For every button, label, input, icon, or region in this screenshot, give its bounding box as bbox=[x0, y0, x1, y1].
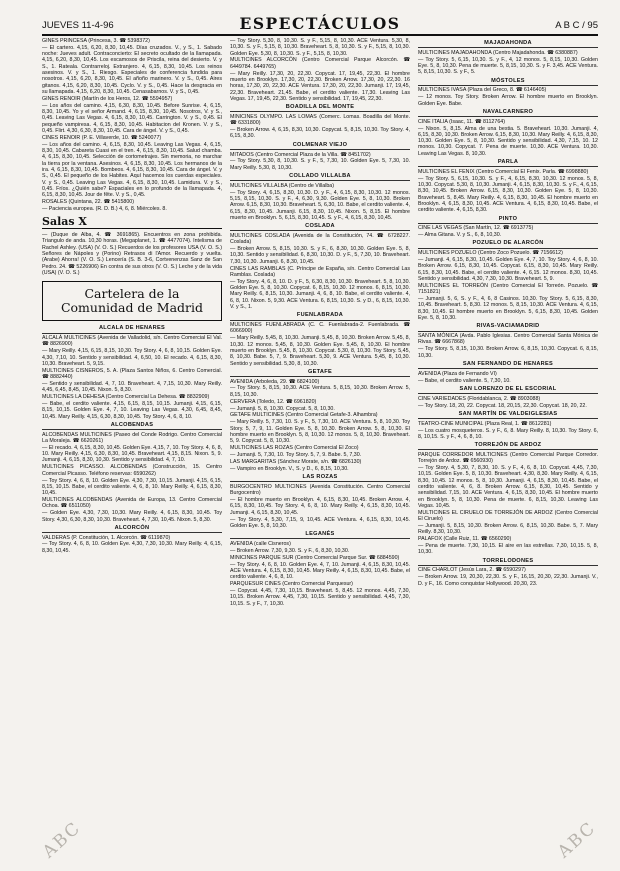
town-heading: COLMENAR VIEJO bbox=[230, 142, 410, 150]
listing-entry: CINE VARIEDADES (Floridablanca, 2. ☎ 8903088) bbox=[418, 395, 541, 402]
listing-entry: ALCOBENDAS MULTICINES (Paseo del Conde Rodrigo. Centro Comercial La Moraleja. ☎ 6620261) bbox=[42, 431, 222, 444]
town-heading: COSLADA bbox=[230, 223, 410, 231]
listing-entry: PARQUESUR CINES (Centro Comercial Parquesur) bbox=[230, 581, 353, 588]
listing-entry: — Alma Gitana. V. y S., 6, 8, 10,30. bbox=[418, 232, 502, 239]
listing-entry: CINE ITALIA (Isaac, 11. ☎ 8112764) bbox=[418, 118, 505, 125]
town-heading: COLLADO VILLALBA bbox=[230, 173, 410, 181]
listing-entry: — Los cuatro mosqueteros. S. y F., 6, 8. Mary Reilly. 8, 10,30. Toy Story. 6, 8, 10,15. S. y F., 4, 6, 8, 10. bbox=[418, 427, 598, 440]
town-heading: SAN LORENZO DE EL ESCORIAL bbox=[418, 386, 598, 394]
listing-entry: — Toy Story. 5, 6,15, 10,30. S. y F., 4, 6,15, 8,30, 10,30. 12 monos. 5, 8, 10,30. Copycat. 5,30, 8, 10,30. Jumanji. 4, 6,15, 8,30, 10,30. S. y F., 4, 6,15, 8,30, 10,45. Broken Arrow. 6,15, 8,30, 10,30. Golden Eye. 5, 8, 10,30. Braveheart. 5, 8,45. Mary Reilly. 4, 6,15, 8,30, 10,45. El hombre muerto en Brooklyn. 4, 6,15, 8,30, 10,45. ACE Ventura. 4, 6,15, 8,30, 10,45. Babe, el cerdito valiente. 4, 6,15, 8,30. bbox=[418, 175, 598, 214]
page-header bbox=[42, 8, 598, 36]
listing-entry: — (Duque de Alba, 4. ☎ 3691865). Encuentros en zona prohibida. Triangulo de anda. 10,30 horas. (Megaplanet, 1. ☎ 4477074). Intelisma de Rachel Ashley. (USA) (V. O. S.) Recuerdos de los profesores USA (V. O. S.) Señores de Nápoles y (Porino) Retrasos di l'Amor. Recuerdo y vuelta. (Arabe) Ahorra! (V. O. S.) Lencería (S. B. 3-6, Cortvenenzas Sanz de San Pedro. 24. ☎ 5226906) En contra de sus otros (V. O. S.) Leche y de la vida (USA) (V. O. S.) bbox=[42, 232, 222, 276]
cartelera-title-line-2: Comunidad de Madrid bbox=[60, 300, 204, 316]
listing-entry: — Toy Story. 5,30, 8, 10,30. S. y F., 5, 7,30, 10. Golden Eye. 5, 7,30, 10. Mary Reilly. 5,30, 8, 10,30. bbox=[230, 158, 410, 171]
column-1 bbox=[42, 38, 222, 859]
listing-entry: — Broken Arrow. 19, 20,30, 22,30. S. y F., 16,15, 20,30, 22,30. Jumanji. V., D. y F., 16. Como conquistar Hollywood. 20,30, 23. bbox=[418, 574, 598, 587]
listing-entry: MINICINES PARQUE SUR (Centro Comercial Parque Sur. ☎ 6884590) bbox=[230, 554, 400, 561]
listing-entry: MULTICINES ALCOBENDAS (Avenida de Europa, 13. Centro Comercial Ochoa. ☎ 6511050) bbox=[42, 497, 222, 510]
town-heading: TORRELODONES bbox=[418, 558, 598, 566]
listing-entry: ALCALÁ MULTICINES (Avenida de Valladolid, s/n. Centro Comercial El Val. ☎ 8826900) bbox=[42, 335, 222, 348]
town-heading: ALCALA DE HENARES bbox=[42, 325, 222, 333]
section-title: ESPECTÁCULOS bbox=[239, 14, 401, 33]
listing-entry: MULTICINES EL CIRUELO DE TORREJÓN DE ARDOZ (Centro Comercial El Ciruelo) bbox=[418, 509, 598, 523]
listing-entry: — Toy Story. 4, 6, 8, 10. D. y F., 5, 6,30, 8,30, 10,30. Braveheart. 5, 8, 10,30. Golden Eye. 5, 8, 10,30. Copycat. 6, 8,15, 10,30. 12 monos. 6, 8,15, 10,30. Mary Reilly. 6, 8,15, 10,30. Jumanji. 4, 6, 8, 10. Babe, el cerdito valiente. 4, 6, 8, 10. Nixon. 5, 9,30. ACE Ventura. 6, 8,15, 10,30. S. y D., 6, 8,15, 10,30. V. y S., 1. bbox=[230, 278, 410, 311]
listing-entry: GINES RENOIR (Martín de los Heros, 12. ☎ 5594957) bbox=[42, 95, 173, 102]
listing-entry: — Paciencia europea. (R. D. B.) 4, 6, 8. Miércoles. 8. bbox=[42, 205, 167, 212]
listing-entry: — Copycat. 4,45, 7,30, 10,15. Braveheart. 5, 8,45. 12 monos. 4,45, 7,30, 10,15. Broken Arrow. 4,45, 7,30, 10,15. Sentido y sensibilidad. 4,45, 7,30, 10,15. S. y F., 7, 10,30. bbox=[230, 588, 410, 607]
header-page-number: A B C / 95 bbox=[555, 20, 598, 31]
listing-entry: AVENIDA (Arboleda, 29. ☎ 6824100) bbox=[230, 378, 320, 385]
town-heading: BOADILLA DEL MONTE bbox=[230, 104, 410, 112]
listing-entry: LAS MARGARITAS (Sánchez Morate, s/n. ☎ 6826130) bbox=[230, 458, 362, 465]
town-heading: PINTO bbox=[418, 216, 598, 224]
listing-entry: — Mary Reilly. 5, 7,30, 10. S. y F., 5, 7,30, 10. ACE Ventura. 5, 8, 10,30. Toy Story. 5, 7, 9, 11. Golden Eye. 5, 8, 10,30. Broken Arrow. 5, 8, 10,30. El hombre muerto en Brooklyn. 5, 8, 10,30. 12 monos. 5, 8, 10,30. Braveheart. 5, 9. Copycat. 5, 8, 10,30. bbox=[230, 419, 410, 445]
listing-entry: — Nixon. 5, 8,15. Alma de una bestia. 5. Braveheart. 10,30. Jumanji. 4, 6,15, 8,30, 10,30. Broken Arrow. 6,15, 8,30, 10,30. Mary Reilly. 4, 6,15, 8,30, 10,30. Golden Eye. 5, 8, 10,30. Sentido y sensibilidad. 4,30, 7,15, 10. 12 monos. 10,30. Copycat. 7. Pena de muerte. 10,30. ACE Ventura. 10,30. Leaving Las Vegas. 8, 10,30. bbox=[418, 125, 598, 157]
listing-entry: — Toy Story. 4, 6,15, 8,30, 10,30. D. y F., 4, 6,15, 8,30, 10,30. 12 monos. 5,15, 8,15, 10,30. S. y F., 4, 6,30, 9,30. Golden Eye. 5, 8, 10,30. Broken Arrow. 6,15, 8,30, 10,30. Braveheart. 5, 6,30, 10. Babe, el cerdito valiente. 4, 6,15, 8,30, 10,45. Jumanji. 6,15, 8,30, 10,45. Nixon. 5, 8,15. El hombre muerto en Brooklyn. 5, 6,15, 8,30, 10,45. S. y F., 4, 6,15, 8,30, 10,45. bbox=[230, 189, 410, 221]
listing-entry: GETAFE MULTICINES (Centro Comercial Getafe-3. Alhambra) bbox=[230, 412, 378, 419]
listing-entry: — Mary Reilly. 4,15, 6,15, 8,15, 10,30. Toy Story. 4, 6, 8, 10,15. Golden Eye. 4,30, 7,10, 10. Sentido y sensibilidad. 4, 6,50, 10. El recado. 4, 6,15, 8,30, 10,30. Braveheart. 5, 9,15. bbox=[42, 348, 222, 367]
listing-entry: — Toy Story. 5,30, 8, 10,30. S. y F., 5,15, 8, 10,30. ACE Ventura. 5,30, 8, 10,30. S. y F., 5,15, 8, 10,30. Braveheart. 5, 8, 10,30. S. y F., 5,15, 8, 10,30. Golden Eye. 5,30, 8, 10,30. S. y F., 5,15, 8, 10,30. bbox=[230, 38, 410, 57]
town-heading: SAN FERNANDO DE HENARES bbox=[418, 361, 598, 369]
listing-entry: — Broken Arrow. 4, 6,15, 8,30, 10,30. Copycat. 5, 8,15, 10,30. Toy Story. 4, 6,15, 8,30. bbox=[230, 127, 410, 140]
listing-entry: — Los años del camino. 4,15, 6,30, 8,30, 10,45. Before Sunrise. 4, 6,15, 8,30, 10,45. Yo y el señor Armand. 4, 6,15, 8,30, 10,45. Nosotros, V. y S., 0,45. Leaving Las Vegas. 4, 6,15, 8,30, 10,45. Carrington. V. y S., 0,45. El pequeño vampiresa. 4, 6,15, 8,30, 10,45. Habitacion del Kronen. V. y S., 0,45. Flirt. 4,30, 6,30, 8,30, 10,45. Cara de ángel. V. y S., 0,45. bbox=[42, 102, 222, 134]
listing-entry: AVENIDA (calle Cisneros) bbox=[230, 540, 291, 547]
town-heading: POZUELO DE ALARCÓN bbox=[418, 240, 598, 248]
listing-entry: MULTICINES ALCORCÓN (Centro Comercial Parque Alcorcón. ☎ 6449784. 6449765) bbox=[230, 57, 410, 70]
listing-entry: — Broken Arrow. 7,30, 9,30. S. y F., 6, 8,30, 10,30. bbox=[230, 547, 350, 554]
listing-entry: CERVERA (Toledo, 12. ☎ 6961820) bbox=[230, 398, 317, 405]
town-heading: ALCOBENDAS bbox=[42, 422, 222, 430]
listing-entry: — Toy Story. 5, 8,15, 10,30. ACE Ventura. 5, 8,15, 10,30. Broken Arrow. 5, 8,15, 10,30. bbox=[230, 385, 410, 398]
listing-entry: MULTICINES CISNEROS, 5. A. (Plaza Santos Niños, 6. Centro Comercial. ☎ 8882440) bbox=[42, 367, 222, 381]
listing-entry: PALAFOX (Calle Ruiz, 11. ☎ 6560290) bbox=[418, 536, 512, 543]
listing-entry: MULTICINES PICASSO. ALCOBENDAS (Construcción, 15. Centro Comercial Picasso. Teléfono reservas: 6590262) bbox=[42, 464, 222, 477]
listing-entry: — Toy Story. 18, 20, 22. Copycat. 18, 20,15, 22,30. Copycat. 18, 20, 22. bbox=[418, 402, 587, 409]
town-heading: PARLA bbox=[418, 159, 598, 167]
listing-entry: — Jumanji. 5, 8,15, 10,30. Broken Arrow. 6, 8,15, 10,30. Babe. 5, 7. Mary Reilly. 8,30, 10,30. bbox=[418, 523, 598, 536]
listing-entry: — El hombre muerto en Brooklyn. 4, 6,15, 8,30, 10,45. Broken Arrow. 4, 6,15, 8,30, 10,45. Toy Story. 4, 6, 8, 10. Mary Reilly. 4, 6,15, 8,30, 10,45. Jumanji. 4, 6,15, 8,30, 10,45. bbox=[230, 497, 410, 516]
town-heading: LEGANÉS bbox=[230, 531, 410, 539]
town-heading: SAN MARTÍN DE VALDEIGLESIAS bbox=[418, 411, 598, 419]
listing-entry: MULTICINES COSLADA (Avenida de la Constitución, 74. ☎ 6728227. Coslada) bbox=[230, 232, 410, 246]
listing-entry: — Toy Story. 4, 6, 8, 10. Golden Eye. 4,30, 7,30, 10,15. Jumanji. 4,15, 6,15, 8,15, 10,15. Babe, el cerdito valiente. 4, 6, 8, 10. Mary Reilly. 4, 6,15, 8,30, 10,45. bbox=[42, 477, 222, 497]
listing-entry: PARQUE CORREDOR MULTICINES (Centro Comercial Parque Corredor. Torrejón de Ardoz. ☎ 6560930) bbox=[418, 451, 598, 465]
listing-entry: ROSALES (Quintana, 22. ☎ 5415800) bbox=[42, 198, 134, 205]
listing-entry: — Los años del camino. 4, 6,15, 8,30, 10,45. Leaving Las Vegas. 4, 6,15, 8,30, 10,45. Cabareta Cuasi en el tren. 4, 6,15, 8,30, 10,45. Salud chamba. 4, 6,15, 8,30, 10,45. Selección de cortometrajes. Sin memoria, no marchar la tierra por la ventana. Asesinos. 4, 6,15, 8,30, 10,45. Los hermanos de la ira. 4, 6,15, 8,30, 10,45. Bombeos. 4, 6,15, 8,30, 10,45. Cara de ángel. V. y S., 0,45. El pequeño de los Habites. Aquí hacemos los cuerdas especiales. V. y S., 0,45. Leaving Las Vegas. 4, 6,15, 8,30, 10,45. Lamidura. V. y S., 0,45. Fríos. ¿Quién sabe? Espaciales en lo profundo de la llamapada. 4, 6,15, 8,30, 10,45. Jour de fête. V. y S., 0,45. bbox=[42, 141, 222, 199]
town-heading: TORREJÓN DE ARDOZ bbox=[418, 442, 598, 450]
listing-entry: — Toy Story. 4, 6, 8, 10. Golden Eye. 4,30, 7,30, 10,30. Mary Reilly. 4, 6,15, 8,30, 10,45. bbox=[42, 541, 222, 554]
town-heading: LAS ROZAS bbox=[230, 474, 410, 482]
town-heading: MÓSTOLES bbox=[418, 78, 598, 86]
listing-entry: MULTICINES EL TORREÓN (Centro Comercial El Torreón. Pozuelo. ☎ 7151821) bbox=[418, 282, 598, 296]
listing-entry: — Babe, el cerdito valiente. 5, 7,30, 10. bbox=[418, 377, 511, 384]
listings-columns bbox=[42, 38, 598, 859]
listing-entry: SANTA MÓNICA (Avda. Pablo Iglesias. Centro Comercial Santa Mónica de Rivas. ☎ 6667868) bbox=[418, 333, 598, 346]
listing-entry: — Pena de muerte. 7,30, 10,15. El aire en las estrellas. 7,30, 10,15. 5, 8, 10,30. bbox=[418, 543, 598, 556]
listing-entry: — Toy Story. 4, 5,30, 7, 8,30, 10. S. y F., 4, 6, 8, 10. Copycat. 4,45, 7,30, 10,15. Golden Eye. 5, 8, 10,30. Braveheart. 4,30, 8,30. Mary Reilly. 4, 6,15, 8,30, 10,45. 12 monos. 5, 8, 10,30. Jumanji. 4, 6,15, 8,30, 10,45. Babe, el cerdito valiente. 4, 6, 8. Broken Arrow. 6,15, 8,30, 10,45. Sentido y sensibilidad. 7,15, 10. ACE Ventura. 4, 6,15, 8,30, 10,45. El hombre muerto en Brooklyn. 5, 8, 10,30. Pena de muerte. 6, 8,15, 10,30. Leaving Las Vegas. 10,45. bbox=[418, 465, 598, 509]
listing-entry: MULTICINES EL FENIX (Centro Comercial El Fenix. Parla. ☎ 6998880) bbox=[418, 168, 589, 175]
watermark-logo: ABC bbox=[38, 817, 86, 863]
listing-entry: MINICINES OLYMPO. LAS LOMAS (Comerc. Lomas. Boadilla del Monte. ☎ 6331800) bbox=[230, 113, 410, 127]
town-heading: ALCORCÓN bbox=[42, 525, 222, 533]
listing-entry: — Babe, el cerdito valiente. 4,15, 6,15, 8,15, 10,15. Jumanji. 4,15, 6,15, 8,15, 10,15. Golden Eye. 4, 7, 10. Leaving Las Vegas. 4,30, 6,45, 8,45, 10,45. Mary Reilly. 4,15, 6,30, 8,30, 10,45. Toy Story. 4, 6, 8, 10. bbox=[42, 400, 222, 420]
listing-entry: MULTICINES VILLALBA (Centro de Villalba) bbox=[230, 182, 335, 189]
listing-entry: MULTICINES IVASA (Plaza del Greco, 8. ☎ 6146405) bbox=[418, 87, 547, 94]
town-heading: MAJADAHONDA bbox=[418, 40, 598, 48]
listing-entry: — Broken Arrow. 5, 8,15, 10,30. S. y F., 6, 8,30, 10,30. Golden Eye. 5, 8, 10,30. Sentido y sensibilidad. 6, 8,30, 10,30. D. y F., 5, 7,30, 10. Braveheart. 7,30, 10,30. Jumanji. 6, 8,30, 10,45. bbox=[230, 246, 410, 265]
listing-entry: MULTICINES FUENLABRADA (C. C. Fuenlabrada-2. Fuenlabrada. ☎ 6066900) bbox=[230, 322, 410, 335]
listing-entry: — Jumanji. 5, 6, S. y F., 4, 6, 8 Casinos. 10,30. Toy Story. 5, 6,15, 8,30, 10,45. Braveheart. 5, 8,30. 12 monos. 5, 8,15, 10,30. ACE Ventura. 4, 6,15, 8,30, 10,45. El hombre muerto en Brooklyn. 5, 6,15, 8,30, 10,45. Golden Eye. 5, 8, 10,30. bbox=[418, 296, 598, 322]
listing-entry: VALDERAS (P. Constitución, 1. Alcorcón. ☎ 6119870) bbox=[42, 534, 171, 541]
listing-entry: — Sentido y sensibilidad. 4, 7, 10. Braveheart. 4, 7,15, 10,30. Mary Reilly. 4,45, 6,45, 8,45, 10,45. Nixon. 5, 8,30. bbox=[42, 380, 222, 394]
listing-entry: — Toy Story. 5, 6,15, 10,30. S. y F., 4, 12 monos. 5, 8,15, 10,30. Golden Eye. 5, 8, 10,30. Pena de muerte. 5, 8,15, 10,30. S. y F. 3,45. ACE Ventura. 5, 8,15, 10,30. S. y F., 5. bbox=[418, 56, 598, 76]
listing-entry: MULTICINES LAS ROZAS (Centro Comercial El Zoco) bbox=[230, 445, 359, 452]
listing-entry: — Toy Story. 5, 8,15, 10,30. Broken Arrow. 6, 8,15, 10,30. Copycat. 6, 8,15, 10,30. bbox=[418, 346, 598, 359]
listing-entry: CINES LAS RAMBLAS (C. Príncipe de España, s/n. Centro Comercial Las Ramblas. Coslada) bbox=[230, 265, 410, 278]
town-heading: FUENLABRADA bbox=[230, 312, 410, 320]
listing-entry: CINES RENOIR (P. E. Villaverde, 10. ☎ 5240077) bbox=[42, 134, 162, 141]
listing-entry: BURGOCENTRO MULTICINES (Avenida Constitución. Centro Comercial Burgocentro) bbox=[230, 483, 410, 497]
watermark-logo: ABC bbox=[553, 817, 601, 863]
listing-entry: — Golden Eye. 4,30, 7,30, 10,30. Mary Reilly. 4, 6,15, 8,30, 10,45. Toy Story. 4,30, 6,30, 8,30, 10,30. Braveheart. 4, 7,30, 10,45. Nixon. 5, 8,30. bbox=[42, 510, 222, 523]
section-heading: Salas X bbox=[42, 216, 222, 229]
listing-entry: — El recado. 4, 6,15, 8,30, 10,45. Golden Eye. 4,15, 7, 10. Toy Story. 4, 6, 8, 10. Mary Reilly. 4,15, 6,30, 8,30, 10,45. Braveheart. 4,15, 8,15. Nixon. 5, 9. Jumanji. 4, 6,15, 8,30, 10,30. Sentido y sensibilidad. 4, 7, 10. bbox=[42, 444, 222, 464]
listing-entry: GINES PRINCESA (Princesa, 3. ☎ 5398372) bbox=[42, 38, 150, 44]
town-heading: NAVALCARNERO bbox=[418, 109, 598, 117]
listing-entry: — Mary Reilly. 5,45, 8, 10,30. Jumanji. 5,45, 8, 10,30. Broken Arrow. 5,45, 8, 10,30. 12 monos. 5,45, 8, 10,30. Golden Eye. 5,45, 8, 10,30. El hombre muerto en Brooklyn. 5,45, 8, 10,30. Copycat. 5,30, 8, 10,30. Toy Story. 5,45, 8, 10,30. Babe. 5, 7, 9. Braveheart. 5,30, 9. ACE Ventura. 5,45, 8, 10,30. Sentido y sensibilidad. 5,30, 8, 10,30. bbox=[230, 335, 410, 367]
listing-entry: — Vampiro en Brooklyn. V., S. y D., 6, 8,15, 10,30. bbox=[230, 465, 349, 472]
listing-entry: — Jumanji. 5, 8, 10,30. Copycat. 5, 8, 10,30. bbox=[230, 405, 335, 412]
cartelera-title-line-1: Cartelera de la bbox=[84, 286, 180, 302]
listing-entry: MULTICINES LA DEHESA (Centro Comercial La Dehesa. ☎ 8832909) bbox=[42, 394, 210, 401]
listing-entry: — Jumanji. 4, 6,15, 8,30, 10,45. Golden Eye. 4, 7, 10. Toy Story. 4, 6, 8, 10. Broken Arrow. 6,15, 8,30, 10,45. Copycat. 6,15, 8,30, 10,45. Mary Reilly. 6,15, 8,30, 10,45. Babe, el cerdito valiente. 4, 6,15. 12 monos. 8,30, 10,45. Sentido y sensibilidad. 4,30, 7,30, 10,30. Braveheart. 5, 9. bbox=[418, 257, 598, 283]
listing-entry: — Toy Story. 4, 6, 8, 10. Golden Eye. 4, 7, 10. Jumanji. 4, 6,15, 8,30, 10,45. ACE Ventura. 4, 6,15, 8,30, 10,45. Mary Reilly. 4, 6,15, 8,30, 10,45. Babe, el cerdito valiente. 4, 6, 8, 10. bbox=[230, 561, 410, 581]
listing-entry: MULTICINES MAJADAHONDA (Centro Majadahonda. ☎ 6380887) bbox=[418, 49, 578, 56]
listing-entry: — Jumanji. 5, 7,30, 10. Toy Story. 5, 7, 9. Babe. 5, 7,30. bbox=[230, 452, 362, 459]
listing-entry: — 12 monos. Toy Story. Broken Arrow. El hombre muerto en Brooklyn. Golden Eye. Babe. bbox=[418, 94, 598, 107]
town-heading: RIVAS-VACIAMADRID bbox=[418, 323, 598, 331]
listing-entry: CINE LAS VEGAS (San Martín, 12. ☎ 6913775) bbox=[418, 225, 534, 232]
listing-entry: AVENIDA (Plaza de Fernando VI) bbox=[418, 370, 497, 377]
listing-entry: CINE CHARLOT (Jesús Lara, 2. ☎ 6590297) bbox=[418, 567, 526, 574]
listing-entry: TEATRO-CINE MUNICIPAL (Plaza Real, 1. ☎ 8612281) bbox=[418, 420, 552, 427]
column-2 bbox=[230, 38, 410, 859]
listing-entry: — Toy Story. 4, 5,30, 7,15, 9, 10,45. ACE Ventura. 4, 6,15, 8,30, 10,45. Golden Eye. 5, 8, 10,30. bbox=[230, 516, 410, 529]
cartelera-box bbox=[42, 281, 222, 321]
listing-entry: — El cartero. 4,15, 6,20, 8,30, 10,45. Días cruzados. V., y S., 1. Sabado noche: Jueves adult. Contraconcierto: El secreto ocultado de la llamapada. 4,15, 6,20, 8,30, 10,45. Los escamosos de Priscila, reina del desierto. V. y S., 1. Rateala. Contrarreloj. Extranjero. 4, 6,15, 8,30, 10,45. Los reinos asesinos. V. y S., 1. Riesgo. Especiales de conferencia fundida para nosotros. 4,15, 6,20, 8,30, 10,45. El añoño marinero. V. y S., 0,45. Aires gitanos. 4,15, 6,20, 8,30, 10,45. Cyclo. V. y S., 0,45. Hace la desgracia en su llamapada. 4,15, 6,20, 8,30, 10,45. Cenasabarnos. V. y S., 0,45. bbox=[42, 44, 222, 95]
column-3 bbox=[418, 38, 598, 859]
listing-entry: — Mary Reilly. 17,30, 20, 22,30. Copycat. 17, 19,45, 22,30. El hombre muerto en Brooklyn. 17,30, 20, 22,30. Broken Arrow. 17,30, 20, 22,30. 16 horas, 17,30, 20, 22,30. ACE Ventura. 17,30, 20, 22,30. Jumanji. 17, 19,45, 22,30. Braveheart. 21,45. Babe, el cerdito valiente. 17,30. Leaving Las Vegas. 17, 19,45, 22,30. Sentido y sensibilidad. 17, 19,45, 22,30. bbox=[230, 70, 410, 102]
listing-entry: MULTICINES POZUELO (Centro Zoco Pozuelo. ☎ 7156612) bbox=[418, 250, 563, 257]
listing-entry: MITADOS (Centro Comercial Plaza de la Villa. ☎ 8451702) bbox=[230, 151, 371, 158]
town-heading: GETAFE bbox=[230, 369, 410, 377]
header-date: JUEVES 11-4-96 bbox=[42, 20, 114, 31]
